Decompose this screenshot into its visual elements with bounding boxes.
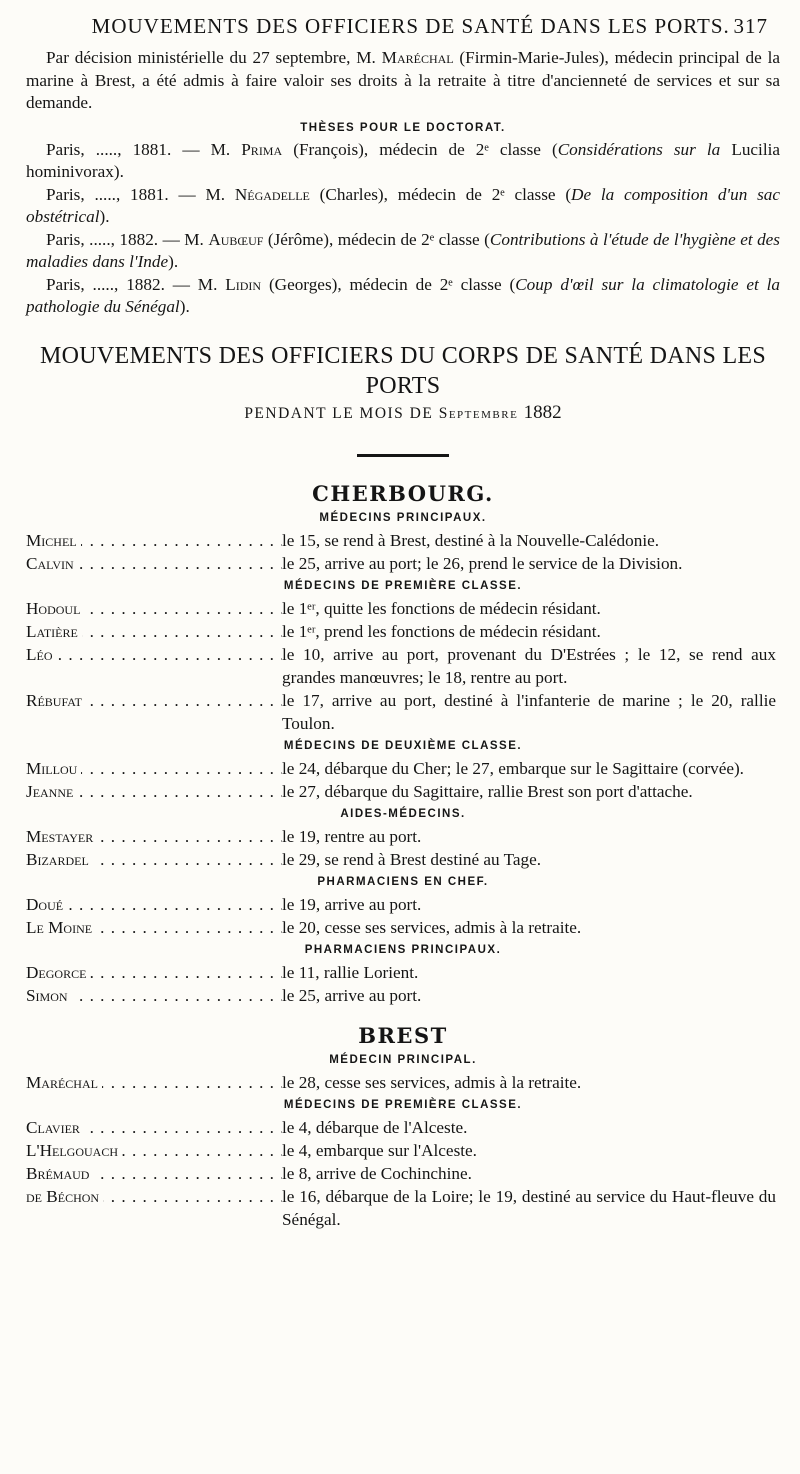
officer-name-cell [26, 780, 282, 803]
rank-heading: MÉDECINS DE PREMIÈRE CLASSE. [283, 579, 523, 592]
officer-entry [26, 848, 780, 871]
section-divider [357, 454, 449, 457]
officer-name-cell [26, 1139, 282, 1162]
officer-movement: le 1ᵉʳ, quitte les fonctions de médecin résidant. [282, 598, 601, 618]
officer-name: de Béchon [26, 1187, 103, 1206]
page [26, 14, 780, 1231]
officer-name: Simon [26, 986, 72, 1005]
rank-heading: AIDES-MÉDECINS. [340, 807, 466, 820]
officer-name: Michel [26, 531, 81, 550]
officer-movement: le 19, arrive au port. [282, 894, 422, 914]
officer-entry [26, 780, 780, 803]
officer-entry [26, 1116, 780, 1139]
officer-movement: le 17, arrive au port, destiné à l'infanterie de marine ; le 20, rallie Toulon. [282, 690, 776, 733]
officer-name: Le Moine [26, 918, 96, 937]
officer-entry [26, 825, 780, 848]
officer-entry [26, 1071, 780, 1094]
officer-name: Calvin [26, 554, 78, 573]
section-title: MOUVEMENTS DES OFFICIERS DU CORPS DE SANTÉ DANS LES PORTS [39, 342, 767, 399]
officer-entry [26, 961, 780, 984]
rank-heading: MÉDECINS DE DEUXIÈME CLASSE. [283, 739, 523, 752]
officer-movement: le 25, arrive au port. [282, 985, 422, 1005]
officer-entry [26, 1162, 780, 1185]
thesis-entry: Paris, ....., 1882. — M. Lidin (Georges), médecin de 2ᵉ classe (Coup d'œil sur la climatologie et la pathologie du Sénégal). [26, 274, 780, 316]
officer-name-cell [26, 961, 282, 984]
officer-name-cell [26, 1116, 282, 1139]
officer-movement: le 20, cesse ses services, admis à la retraite. [282, 917, 582, 937]
officer-name-cell [26, 529, 282, 552]
officer-name: Bizardel [26, 850, 93, 869]
officer-name-cell [26, 597, 282, 620]
port-title: CHERBOURG. [312, 480, 494, 506]
officer-name: Rébufat [26, 691, 86, 710]
running-head [26, 14, 780, 39]
officer-name: Jeanne [26, 782, 77, 801]
running-title: MOUVEMENTS DES OFFICIERS DE SANTÉ DANS LES PORTS. [91, 14, 730, 38]
officer-entry [26, 757, 780, 780]
officer-movement: le 1ᵉʳ, prend les fonctions de médecin résidant. [282, 621, 601, 641]
decision-paragraph: Par décision ministérielle du 27 septembre, M. Maréchal (Firmin-Marie-Jules), médecin principal de la marine à Brest, a été admis à faire valoir ses droits à la retraite à titre d'ancienneté de services et sur sa demande. [26, 48, 780, 112]
officer-name-cell [26, 1071, 282, 1094]
thesis-entry: Paris, ....., 1881. — M. Négadelle (Charles), médecin de 2ᵉ classe (De la composition d'un sac obstétrical). [26, 184, 780, 226]
officer-entry [26, 620, 780, 643]
officer-movement: le 29, se rend à Brest destiné au Tage. [282, 849, 542, 869]
rank-heading: PHARMACIENS EN CHEF. [317, 875, 489, 888]
officer-movement: le 15, se rend à Brest, destiné à la Nouvelle-Calédonie. [282, 530, 660, 550]
theses-heading: THÈSES POUR LE DOCTORAT. [300, 121, 506, 134]
thesis-entry: Paris, ....., 1881. — M. Prima (François), médecin de 2ᵉ classe (Considérations sur la Lucilia hominivorax). [26, 139, 780, 181]
officer-movement: le 10, arrive au port, provenant du D'Estrées ; le 12, se rend aux grandes manœuvres; le 18, rentre au port. [282, 644, 776, 687]
officer-movement: le 4, embarque sur l'Alceste. [282, 1140, 477, 1160]
officer-name: Léo [26, 645, 57, 664]
officer-name: Doué [26, 895, 67, 914]
rank-heading: MÉDECINS PRINCIPAUX. [319, 511, 487, 524]
officer-name-cell [26, 1185, 282, 1231]
thesis-entry: Paris, ....., 1882. — M. Aubœuf (Jérôme), médecin de 2ᵉ classe (Contributions à l'étude de l'hygiène et des maladies dans l'Inde). [26, 229, 780, 271]
officer-movement: le 28, cesse ses services, admis à la retraite. [282, 1072, 582, 1092]
officer-name-cell [26, 825, 282, 848]
officer-movement: le 27, débarque du Sagittaire, rallie Brest son port d'attache. [282, 781, 693, 801]
officer-name-cell [26, 689, 282, 735]
officer-movement: le 24, débarque du Cher; le 27, embarque sur le Sagittaire (corvée). [282, 758, 744, 778]
officer-entry [26, 916, 780, 939]
page-number: 317 [733, 14, 768, 38]
rank-heading: MÉDECINS DE PREMIÈRE CLASSE. [283, 1098, 523, 1111]
section-subtitle: PENDANT LE MOIS DE Septembre 1882 [244, 401, 562, 423]
officer-name: Latière [26, 622, 82, 641]
officer-name: Clavier [26, 1118, 84, 1137]
officer-entry [26, 984, 780, 1007]
person-name: Maréchal [381, 48, 454, 67]
officer-movement: le 8, arrive de Cochinchine. [282, 1163, 472, 1183]
officer-name-cell [26, 1162, 282, 1185]
officer-entry [26, 893, 780, 916]
officer-movement: le 4, débarque de l'Alceste. [282, 1117, 468, 1137]
officer-movement: le 25, arrive au port; le 26, prend le service de la Division. [282, 553, 683, 573]
officer-name-cell [26, 620, 282, 643]
officer-name-cell [26, 848, 282, 871]
officer-entry [26, 552, 780, 575]
officer-name: Brémaud [26, 1164, 93, 1183]
rank-heading: MÉDECIN PRINCIPAL. [329, 1053, 477, 1066]
port-title: BREST [358, 1022, 448, 1048]
officer-name-cell [26, 893, 282, 916]
officer-name-cell [26, 643, 282, 689]
officer-name: Hodoul [26, 599, 84, 618]
officer-entry [26, 643, 780, 689]
rank-heading: PHARMACIENS PRINCIPAUX. [304, 943, 502, 956]
officer-movement: le 11, rallie Lorient. [282, 962, 419, 982]
officer-name-cell [26, 757, 282, 780]
officer-name: Mestayer [26, 827, 97, 846]
officer-entry [26, 1185, 780, 1231]
officer-name: Maréchal [26, 1073, 102, 1092]
officer-name-cell [26, 916, 282, 939]
officer-name: Degorce [26, 963, 90, 982]
officer-entry [26, 689, 780, 735]
ports-list [26, 481, 780, 1231]
officer-name: L'Helgouach [26, 1141, 122, 1160]
officer-movement: le 16, débarque de la Loire; le 19, destiné au service du Haut-fleuve du Sénégal. [282, 1186, 776, 1229]
officer-entry [26, 1139, 780, 1162]
officer-movement: le 19, rentre au port. [282, 826, 422, 846]
officer-name-cell [26, 552, 282, 575]
officer-entry [26, 529, 780, 552]
officer-name-cell [26, 984, 282, 1007]
officer-name: Millou [26, 759, 81, 778]
officer-entry [26, 597, 780, 620]
